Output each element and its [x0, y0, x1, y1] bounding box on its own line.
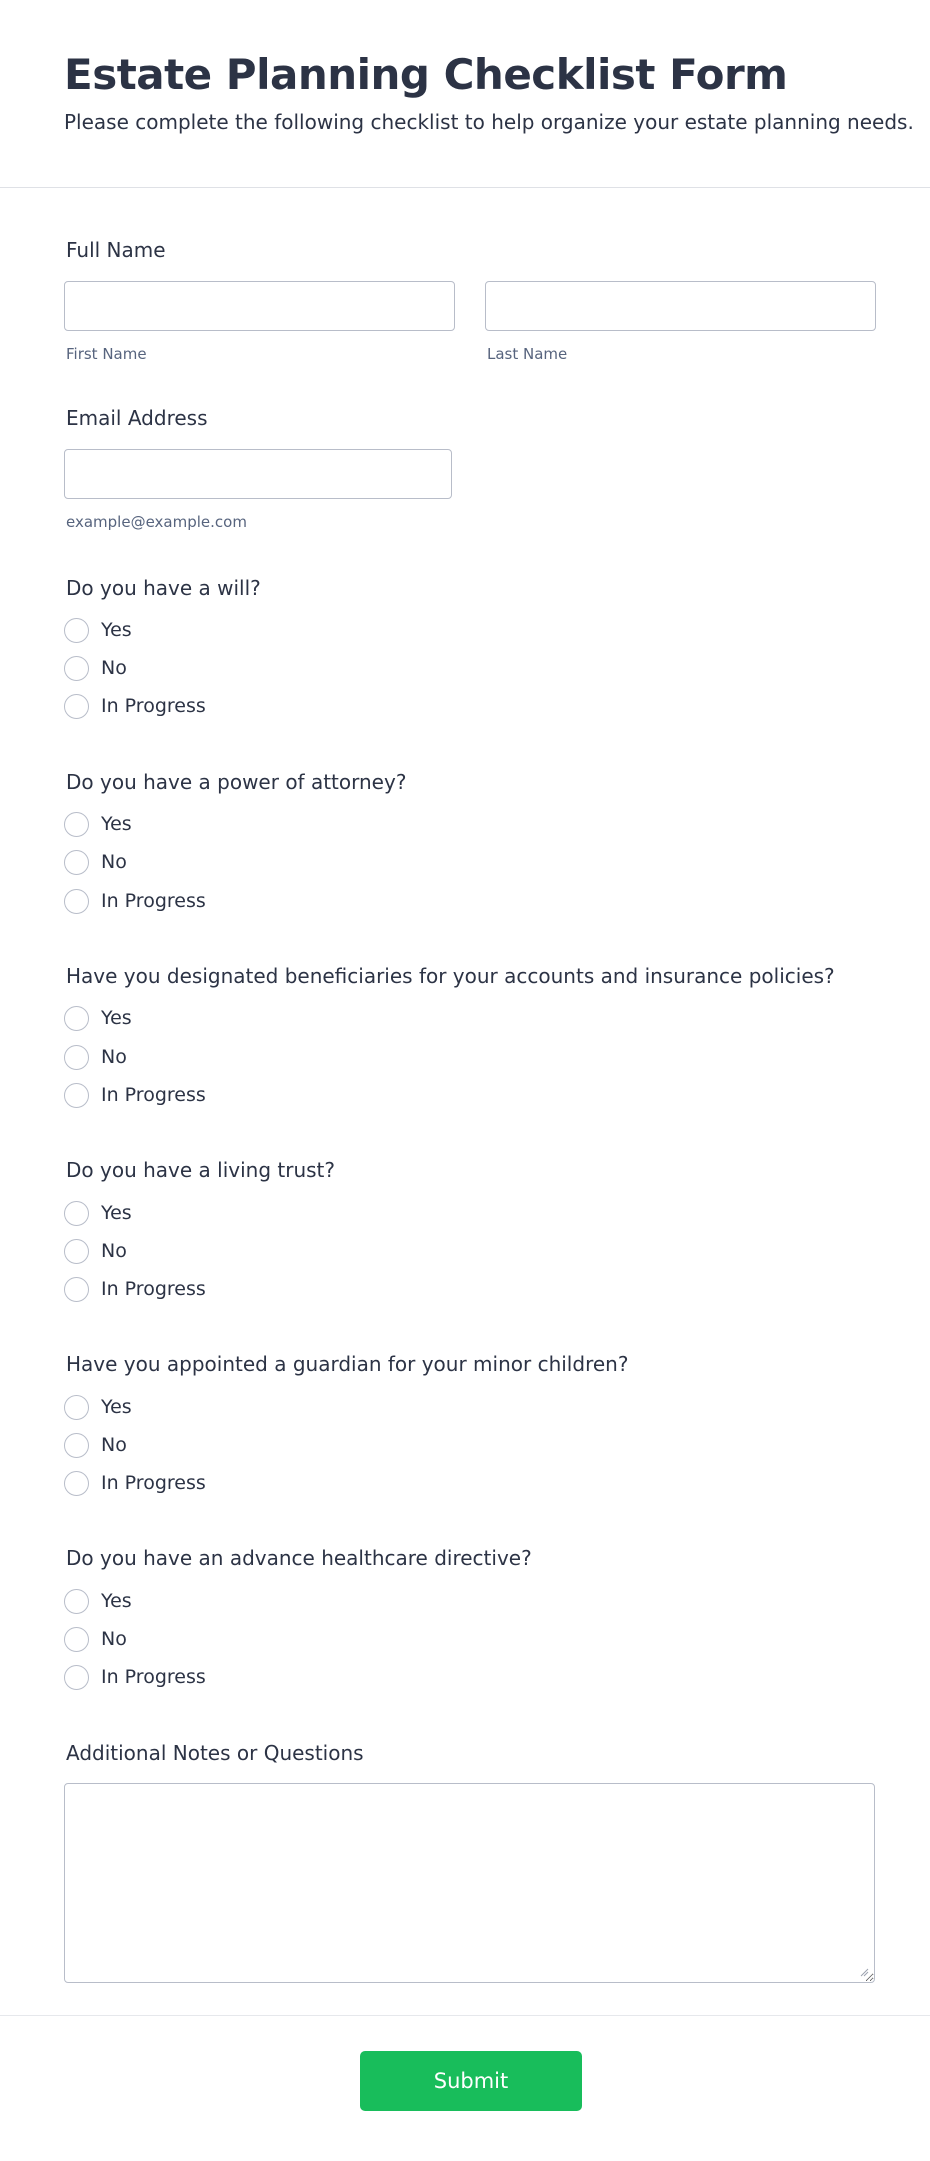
radio-option-label: In Progress: [101, 1472, 206, 1494]
radio-circle[interactable]: [64, 1045, 89, 1070]
beneficiaries-option-in-progress[interactable]: [64, 1081, 206, 1109]
radio-circle[interactable]: [64, 1589, 89, 1614]
radio-option-label: Yes: [101, 1396, 132, 1418]
footer-divider: [0, 2015, 930, 2016]
radio-circle[interactable]: [64, 1471, 89, 1496]
radio-circle[interactable]: [64, 1239, 89, 1264]
will-option-in-progress[interactable]: [64, 692, 206, 720]
radio-option-label: Yes: [101, 619, 132, 641]
last-name-sublabel: Last Name: [487, 345, 568, 363]
radio-option-label: Yes: [101, 1007, 132, 1029]
radio-option-label: No: [101, 1240, 127, 1262]
first-name-input[interactable]: [64, 281, 455, 331]
radio-option-label: Yes: [101, 1202, 132, 1224]
radio-option-label: In Progress: [101, 1084, 206, 1106]
last-name-input[interactable]: [485, 281, 876, 331]
radio-circle[interactable]: [64, 1627, 89, 1652]
radio-circle[interactable]: [64, 1665, 89, 1690]
beneficiaries-option-yes[interactable]: [64, 1004, 132, 1032]
notes-textarea[interactable]: [64, 1783, 875, 1983]
will-option-no[interactable]: [64, 654, 127, 682]
radio-circle[interactable]: [64, 850, 89, 875]
healthcare-directive-option-in-progress[interactable]: [64, 1663, 206, 1691]
form-subtitle: Please complete the following checklist to help organize your estate planning needs.: [64, 110, 914, 134]
living-trust-option-in-progress[interactable]: [64, 1275, 206, 1303]
living-trust-question-label: Do you have a living trust?: [66, 1158, 335, 1182]
email-label: Email Address: [66, 406, 208, 430]
radio-circle[interactable]: [64, 694, 89, 719]
living-trust-option-yes[interactable]: [64, 1199, 132, 1227]
radio-option-label: In Progress: [101, 1666, 206, 1688]
submit-button[interactable]: Submit: [360, 2051, 582, 2111]
healthcare-directive-option-no[interactable]: [64, 1625, 127, 1653]
guardian-option-in-progress[interactable]: [64, 1469, 206, 1497]
radio-circle[interactable]: [64, 889, 89, 914]
first-name-sublabel: First Name: [66, 345, 147, 363]
radio-option-label: No: [101, 657, 127, 679]
radio-circle[interactable]: [64, 1395, 89, 1420]
radio-option-label: In Progress: [101, 695, 206, 717]
radio-option-label: No: [101, 1046, 127, 1068]
radio-option-label: No: [101, 1628, 127, 1650]
radio-circle[interactable]: [64, 618, 89, 643]
will-option-yes[interactable]: [64, 616, 132, 644]
radio-circle[interactable]: [64, 812, 89, 837]
email-input[interactable]: [64, 449, 452, 499]
form-header: [0, 0, 930, 188]
power-of-attorney-option-in-progress[interactable]: [64, 887, 206, 915]
living-trust-option-no[interactable]: [64, 1237, 127, 1265]
guardian-option-yes[interactable]: [64, 1393, 132, 1421]
healthcare-directive-option-yes[interactable]: [64, 1587, 132, 1615]
full-name-label: Full Name: [66, 238, 166, 262]
resize-handle-icon[interactable]: [859, 1967, 869, 1977]
radio-circle[interactable]: [64, 1006, 89, 1031]
power-of-attorney-option-no[interactable]: [64, 848, 127, 876]
will-question-label: Do you have a will?: [66, 576, 261, 600]
notes-label: Additional Notes or Questions: [66, 1741, 364, 1765]
healthcare-directive-question-label: Do you have an advance healthcare directive?: [66, 1546, 532, 1570]
email-sublabel: example@example.com: [66, 513, 247, 531]
power-of-attorney-question-label: Do you have a power of attorney?: [66, 770, 407, 794]
guardian-question-label: Have you appointed a guardian for your minor children?: [66, 1352, 629, 1376]
guardian-option-no[interactable]: [64, 1431, 127, 1459]
radio-circle[interactable]: [64, 1201, 89, 1226]
radio-circle[interactable]: [64, 1083, 89, 1108]
radio-option-label: No: [101, 1434, 127, 1456]
radio-circle[interactable]: [64, 1277, 89, 1302]
form-title: Estate Planning Checklist Form: [64, 50, 788, 99]
radio-option-label: Yes: [101, 1590, 132, 1612]
radio-option-label: In Progress: [101, 890, 206, 912]
radio-option-label: Yes: [101, 813, 132, 835]
beneficiaries-option-no[interactable]: [64, 1043, 127, 1071]
radio-circle[interactable]: [64, 656, 89, 681]
radio-option-label: No: [101, 851, 127, 873]
power-of-attorney-option-yes[interactable]: [64, 810, 132, 838]
beneficiaries-question-label: Have you designated beneficiaries for your accounts and insurance policies?: [66, 964, 835, 988]
radio-option-label: In Progress: [101, 1278, 206, 1300]
radio-circle[interactable]: [64, 1433, 89, 1458]
